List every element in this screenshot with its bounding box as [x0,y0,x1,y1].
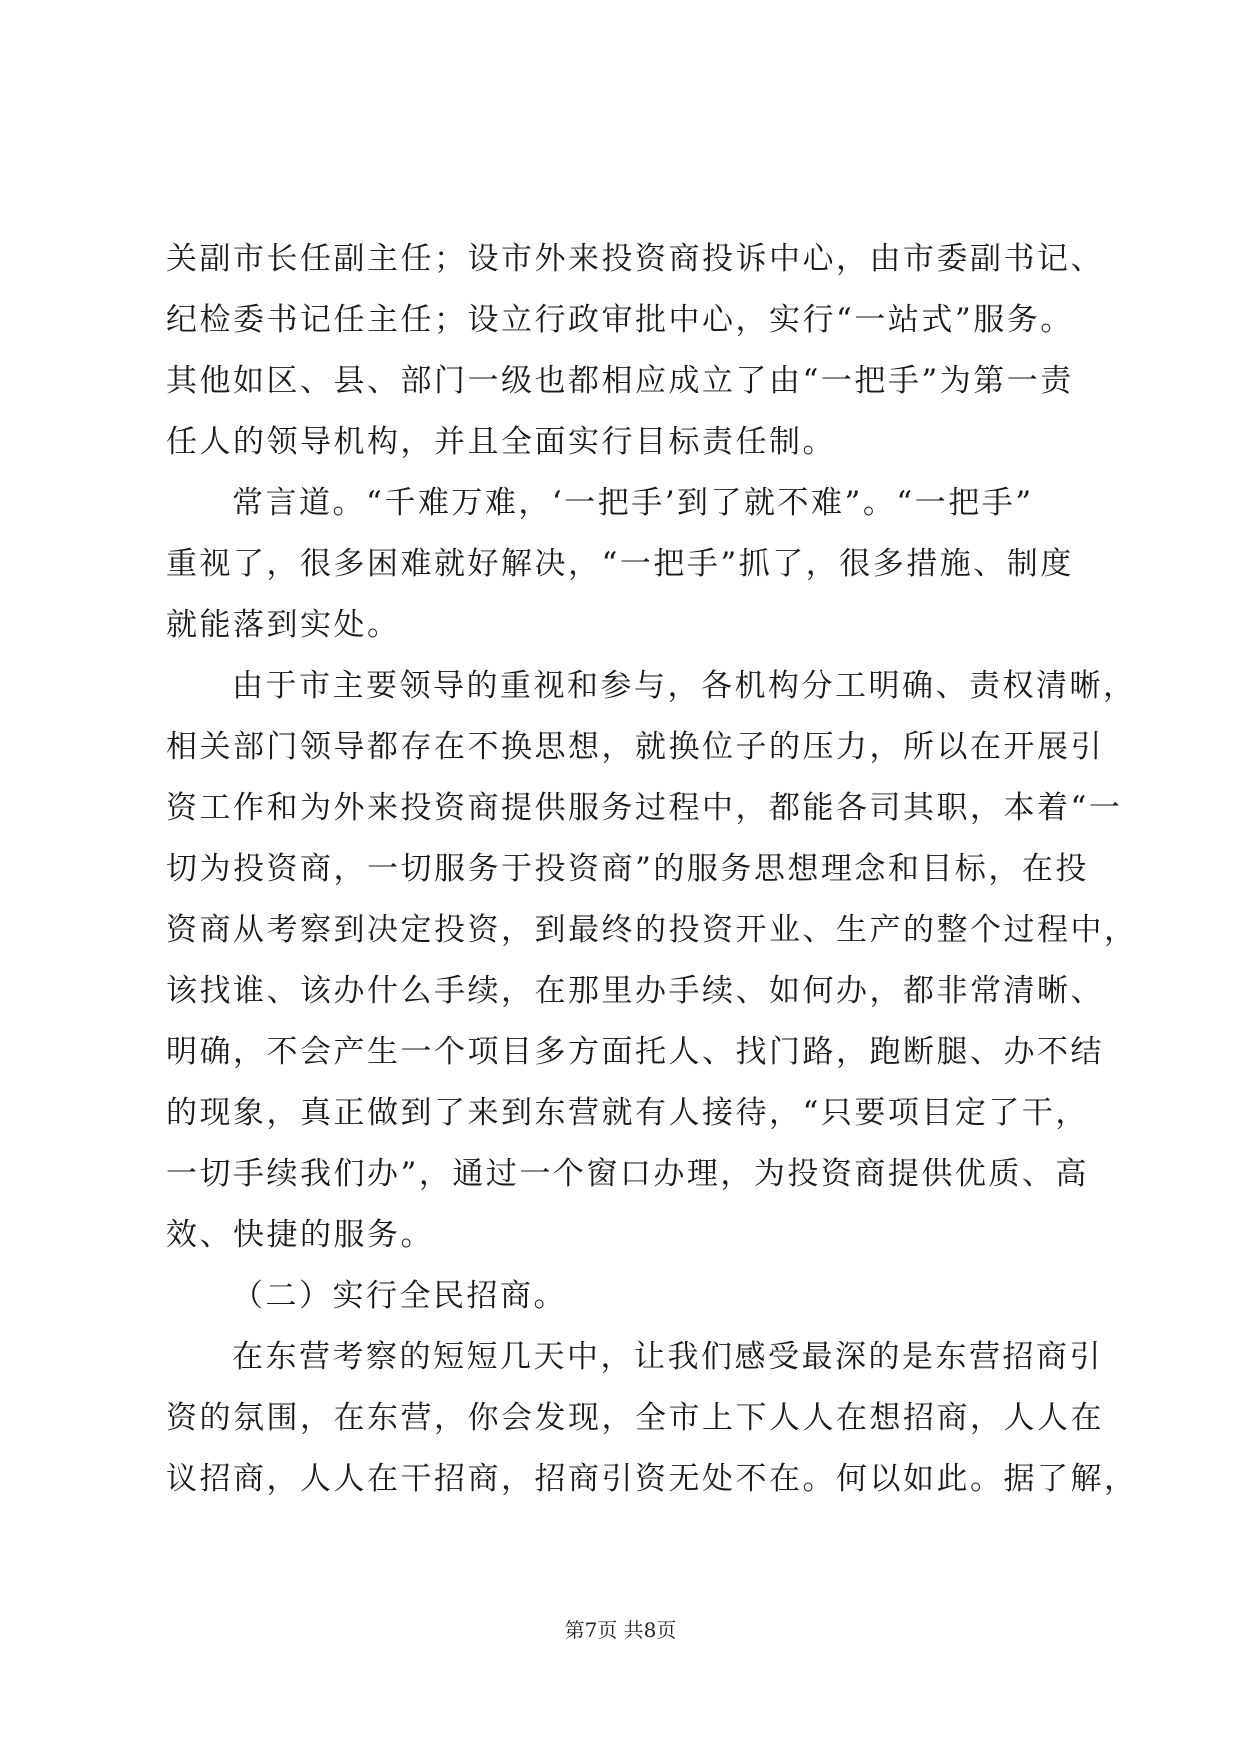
text-line: 资的氛围，在东营，你会发现，全市上下人人在想招商，人人在 [166,1400,1104,1436]
text-line: 该找谁、该办什么手续，在那里办手续、如何办，都非常清晰、 [166,973,1104,1009]
text-line: 议招商，人人在干招商，招商引资无处不在。何以如此。据了解， [166,1461,1138,1497]
text-line: 资工作和为外来投资商提供服务过程中，都能各司其职，本着“一 [166,790,1123,826]
text-line: 就能落到实处。 [166,607,401,643]
text-line: 重视了，很多困难就好解决，“一把手”抓了，很多措施、制度 [166,546,1074,582]
text-line: 任人的领导机构，并且全面实行目标责任制。 [166,424,836,460]
page-number-label: 第7页 共8页 [564,1618,677,1642]
paragraph-start-line: 在东营考察的短短几天中，让我们感受最深的是东营招商引 [232,1339,1103,1375]
paragraph-start-line: 由于市主要领导的重视和参与，各机构分工明确、责权清晰， [232,668,1137,704]
text-line: 资商从考察到决定投资，到最终的投资开业、生产的整个过程中， [166,912,1138,948]
text-line: 明确，不会产生一个项目多方面托人、找门路，跑断腿、办不结 [166,1034,1104,1070]
text-line: 切为投资商，一切服务于投资商”的服务思想理念和目标，在投 [166,851,1089,887]
document-body [166,229,1138,1510]
text-line: 其他如区、县、部门一级也都相应成立了由“一把手”为第一责 [166,363,1074,399]
text-line: 相关部门领导都存在不换思想，就换位子的压力，所以在开展引 [166,729,1104,765]
text-line: 效、快捷的服务。 [166,1217,434,1253]
text-line: 纪检委书记任主任；设立行政审批中心，实行“一站式”服务。 [166,302,1074,338]
text-line: 的现象，真正做到了来到东营就有人接待，“只要项目定了干， [166,1095,1089,1131]
text-line: 关副市长任副主任；设市外来投资商投诉中心，由市委副书记、 [166,241,1104,277]
text-line: 一切手续我们办”，通过一个窗口办理，为投资商提供优质、高 [166,1156,1089,1192]
paragraph-start-line: 常言道。“千难万难，‘一把手’到了就不难”。“一把手” [232,485,1034,521]
page-footer [0,1616,1241,1644]
section-heading: （二）实行全民招商。 [232,1278,567,1314]
